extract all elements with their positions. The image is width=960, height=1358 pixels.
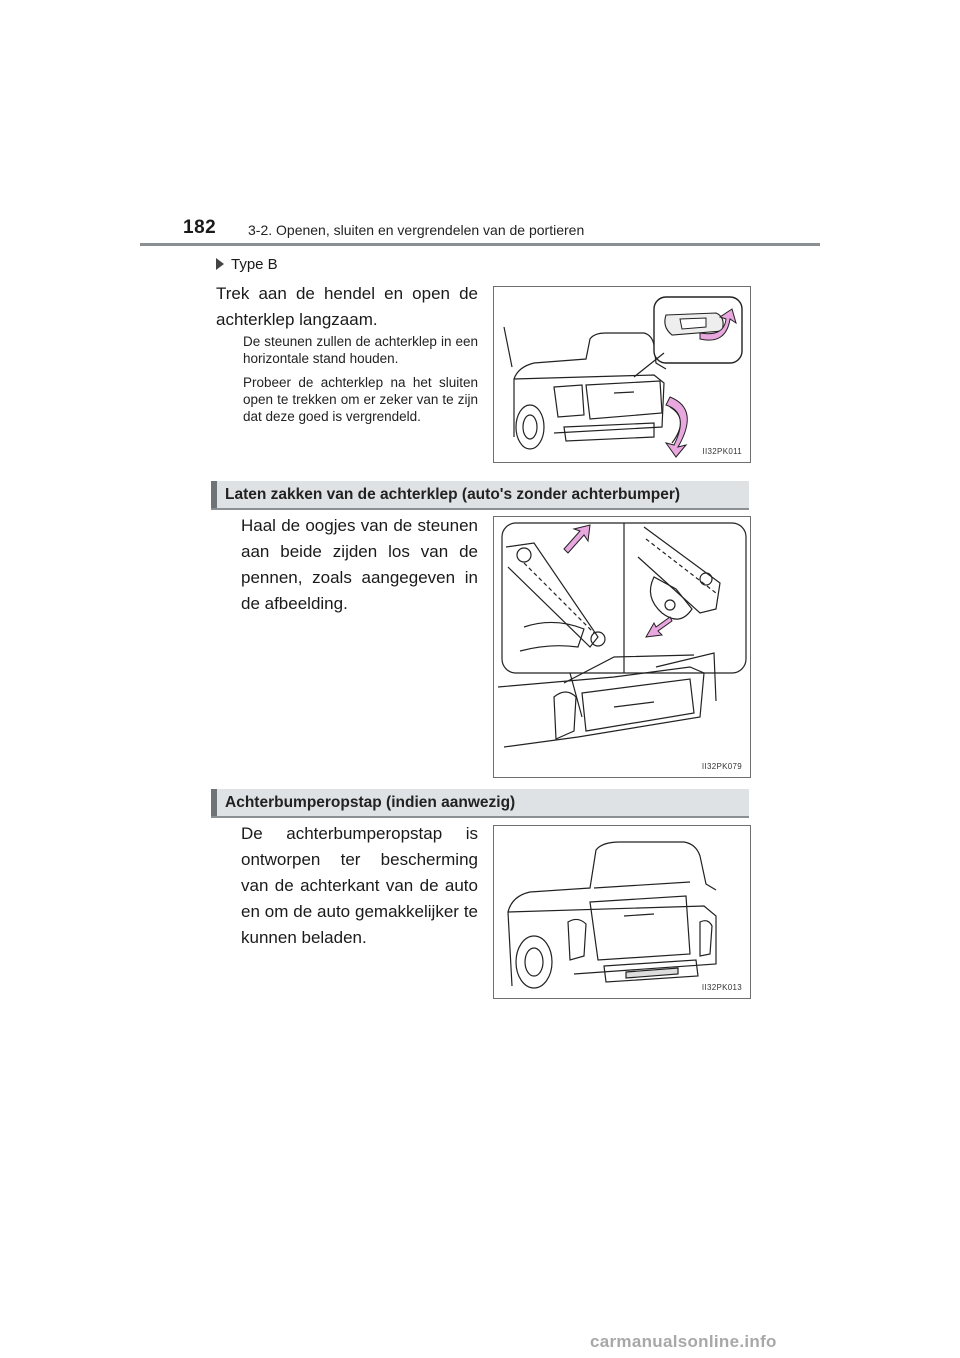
figure-code: II32PK079 bbox=[701, 762, 742, 771]
watermark: carmanualsonline.info bbox=[590, 1332, 777, 1351]
heading-mark bbox=[211, 789, 217, 816]
figure-code: II32PK013 bbox=[701, 983, 742, 992]
pink-arrow-icon bbox=[666, 397, 687, 457]
header-rule bbox=[140, 243, 820, 246]
lowering-text: Haal de oogjes van de steunen aan beide zijden los van de pennen, zoals aangegeven in de afbeelding. bbox=[241, 516, 478, 613]
figure-tailgate-open bbox=[493, 286, 751, 463]
type-b-label bbox=[216, 256, 278, 273]
tailgate-open-illustration bbox=[494, 287, 750, 462]
type-b-text: Type B bbox=[231, 256, 278, 273]
type-b-instruction: Trek aan de hendel en open de achterklep langzaam. bbox=[216, 284, 478, 329]
figure-support-detach bbox=[493, 516, 751, 778]
type-b-note-2: Probeer de achterklep na het sluiten open te trekken om er zeker van te zijn dat deze goed is vergrendeld. bbox=[243, 375, 478, 424]
bumper-step-illustration bbox=[494, 826, 750, 998]
bumper-step-text: De achterbumperopstap is ontworpen ter bescherming van de achterkant van de auto en om de auto gemakkelijker te kunnen beladen. bbox=[241, 824, 478, 947]
type-b-note-1: De steunen zullen de achterklep in een horizontale stand houden. bbox=[243, 334, 478, 366]
triangle-bullet-icon bbox=[216, 258, 224, 270]
heading-mark bbox=[211, 481, 217, 508]
heading-bumper-step bbox=[211, 789, 749, 818]
page-number: 182 bbox=[183, 217, 217, 238]
support-detach-illustration bbox=[494, 517, 750, 777]
section-title: 3-2. Openen, sluiten en vergrendelen van de portieren bbox=[248, 222, 585, 238]
figure-bumper-step bbox=[493, 825, 751, 999]
heading-lowering-tailgate bbox=[211, 481, 749, 510]
heading-lowering-text: Laten zakken van de achterklep (auto's zonder achterbumper) bbox=[225, 486, 681, 503]
figure-code: II32PK011 bbox=[702, 447, 742, 456]
heading-bumper-step-text: Achterbumperopstap (indien aanwezig) bbox=[225, 794, 516, 811]
